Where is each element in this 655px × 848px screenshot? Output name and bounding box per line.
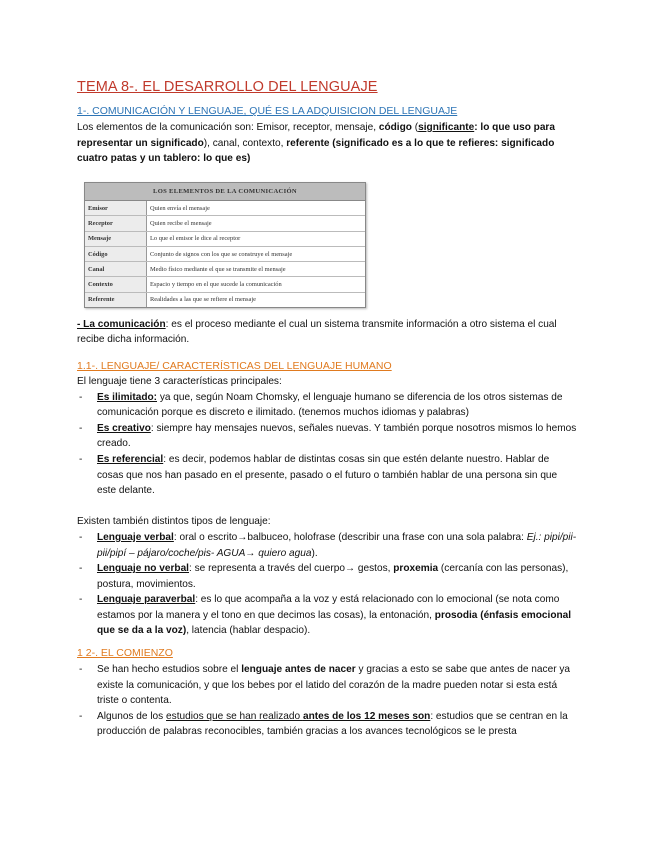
section-heading-1-1: 1.1-. LENGUAJE/ CARACTERÍSTICAS DEL LENGUAJE HUMANO <box>77 359 392 372</box>
document-body <box>77 78 577 740</box>
characteristics-intro: El lenguaje tiene 3 características principales: <box>77 375 282 387</box>
definition-communication: - La comunicación: es el proceso mediante el cual un sistema transmite información a otro sistema el cual recibe dicha información. <box>77 318 557 346</box>
table-row: Código Conjunto de signos con los que se construye el mensaje <box>85 246 365 261</box>
table-row: Receptor Quien recibe el mensaje <box>85 216 365 231</box>
paragraph-elements: Los elementos de la comunicación son: Emisor, receptor, mensaje, código (significante: lo que uso para representar un significado), canal, contexto, referente (significado es a lo que te refieres: significado cuatro patas y un tablero: lo que es) <box>77 122 555 165</box>
language-types-list <box>77 530 577 639</box>
communication-elements-table <box>85 183 365 307</box>
list-item: - Es creativo: siempre hay mensajes nuevos, señales nuevas. Y también porque nosotros mismos lo hemos creado. <box>77 421 577 452</box>
table-row: Contexto Espacio y tiempo en el que sucede la comunicación <box>85 277 365 292</box>
list-item: - Lenguaje no verbal: se representa a través del cuerpo→ gestos, proxemia (cercanía con las personas), postura, movimientos. <box>77 561 577 592</box>
characteristics-list <box>77 390 577 499</box>
beginning-list <box>77 662 577 740</box>
page-title: TEMA 8-. EL DESARROLLO DEL LENGUAJE <box>77 79 378 95</box>
types-intro: Existen también distintos tipos de lenguaje: <box>77 516 271 528</box>
list-item: - Lenguaje paraverbal: es lo que acompaña a la voz y está relacionado con lo emocional (se nota como estamos por la manera y el tono en que decimos las cosas), la entonación, prosodia (énfasis emocional que se da a la voz), latencia (hablar despacio). <box>77 592 577 639</box>
section-heading-1: 1-. COMUNICACIÓN Y LENGUAJE, QUÉ ES LA ADQUISICION DEL LENGUAJE <box>77 105 458 117</box>
table-row: Emisor Quien envía el mensaje <box>85 201 365 216</box>
list-item: - Algunos de los estudios que se han realizado antes de los 12 meses son: estudios que se centran en la producción de palabras reconocibles, también gracias a los avances tecnológicos se le presta <box>77 709 577 740</box>
communication-elements-table-figure <box>84 182 366 308</box>
list-item: - Es referencial: es decir, podemos hablar de distintas cosas sin que estén delante nuestro. Hablar de cosas que nos han pasado en el presente, pasado o el futuro o también hablar de una persona sin que este delante. <box>77 452 577 499</box>
table-row: Mensaje Lo que el emisor le dice al receptor <box>85 231 365 246</box>
table-row: Referente Realidades a las que se refiere el mensaje <box>85 292 365 307</box>
list-item: - Es ilimitado: ya que, según Noam Chomsky, el lenguaje humano se diferencia de los otros sistemas de comunicación porque es discreto e ilimitado. (tenemos muchos idiomas y palabras) <box>77 390 577 421</box>
section-heading-1-2: 1 2-. EL COMIENZO <box>77 647 173 660</box>
table-header: LOS ELEMENTOS DE LA COMUNICACIÓN <box>85 183 365 201</box>
list-item: - Lenguaje verbal: oral o escrito→balbuceo, holofrase (describir una frase con una sola palabra: Ej.: pipi/pii-pii/pipí – pájaro/coche/pis- AGUA→ quiero agua). <box>77 530 577 561</box>
list-item: - Se han hecho estudios sobre el lenguaje antes de nacer y gracias a esto se sabe que antes de nacer ya existe la comunicación, y que los bebes por el latido del corazón de la madre pueden notar si esta está triste o contenta. <box>77 662 577 709</box>
table-row: Canal Medio físico mediante el que se transmite el mensaje <box>85 262 365 277</box>
